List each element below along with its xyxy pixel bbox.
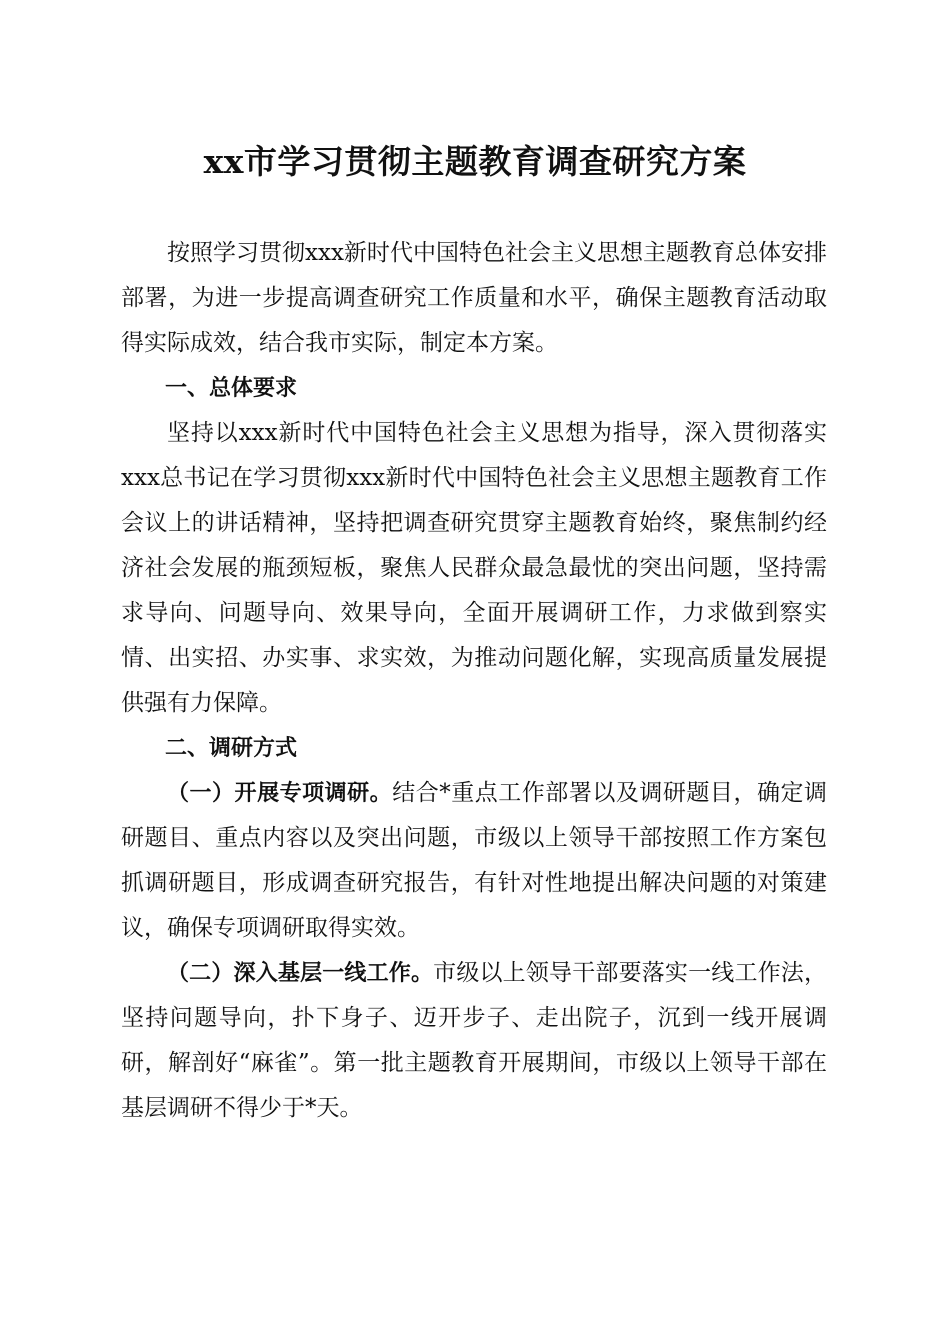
document-title: xx市学习贯彻主题教育调查研究方案 <box>203 142 747 181</box>
research-item-text: 结合*重点工作部署以及调研题目，确定调研题目、重点内容以及突出问题，市级以上领导干部按照工作方案包抓调研题目，形成调查研究报告，有针对性地提出解决问题的对策建议，确保专项调研取得实效。 <box>121 780 827 941</box>
research-item-grassroots-work <box>121 951 827 1131</box>
general-requirements-paragraph: 坚持以xxx新时代中国特色社会主义思想为指导，深入贯彻落实xxx总书记在学习贯彻xxx新时代中国特色社会主义思想主题教育工作会议上的讲话精神，坚持把调查研究贯穿主题教育始终，聚焦制约经济社会发展的瓶颈短板，聚焦人民群众最急最忧的突出问题，坚持需求导向、问题导向、效果导向，全面开展调研工作，力求做到察实情、出实招、办实事、求实效，为推动问题化解，实现高质量发展提供强有力保障。 <box>121 420 827 716</box>
research-item-lead: （一）开展专项调研。 <box>167 781 393 806</box>
document-body <box>121 231 827 1131</box>
research-item-text: 市级以上领导干部要落实一线工作法，坚持问题导向，扑下身子、迈开步子、走出院子，沉到一线开展调研，解剖好“麻雀”。第一批主题教育开展期间，市级以上领导干部在基层调研不得少于*天。 <box>121 960 827 1121</box>
section-heading-research-methods: 二、调研方式 <box>165 736 298 761</box>
research-item-lead: （二）深入基层一线工作。 <box>167 961 434 986</box>
section-heading-general-requirements: 一、总体要求 <box>165 376 298 401</box>
intro-paragraph: 按照学习贯彻xxx新时代中国特色社会主义思想主题教育总体安排部署，为进一步提高调查研究工作质量和水平，确保主题教育活动取得实际成效，结合我市实际，制定本方案。 <box>121 240 827 356</box>
research-item-special-research <box>121 771 827 951</box>
